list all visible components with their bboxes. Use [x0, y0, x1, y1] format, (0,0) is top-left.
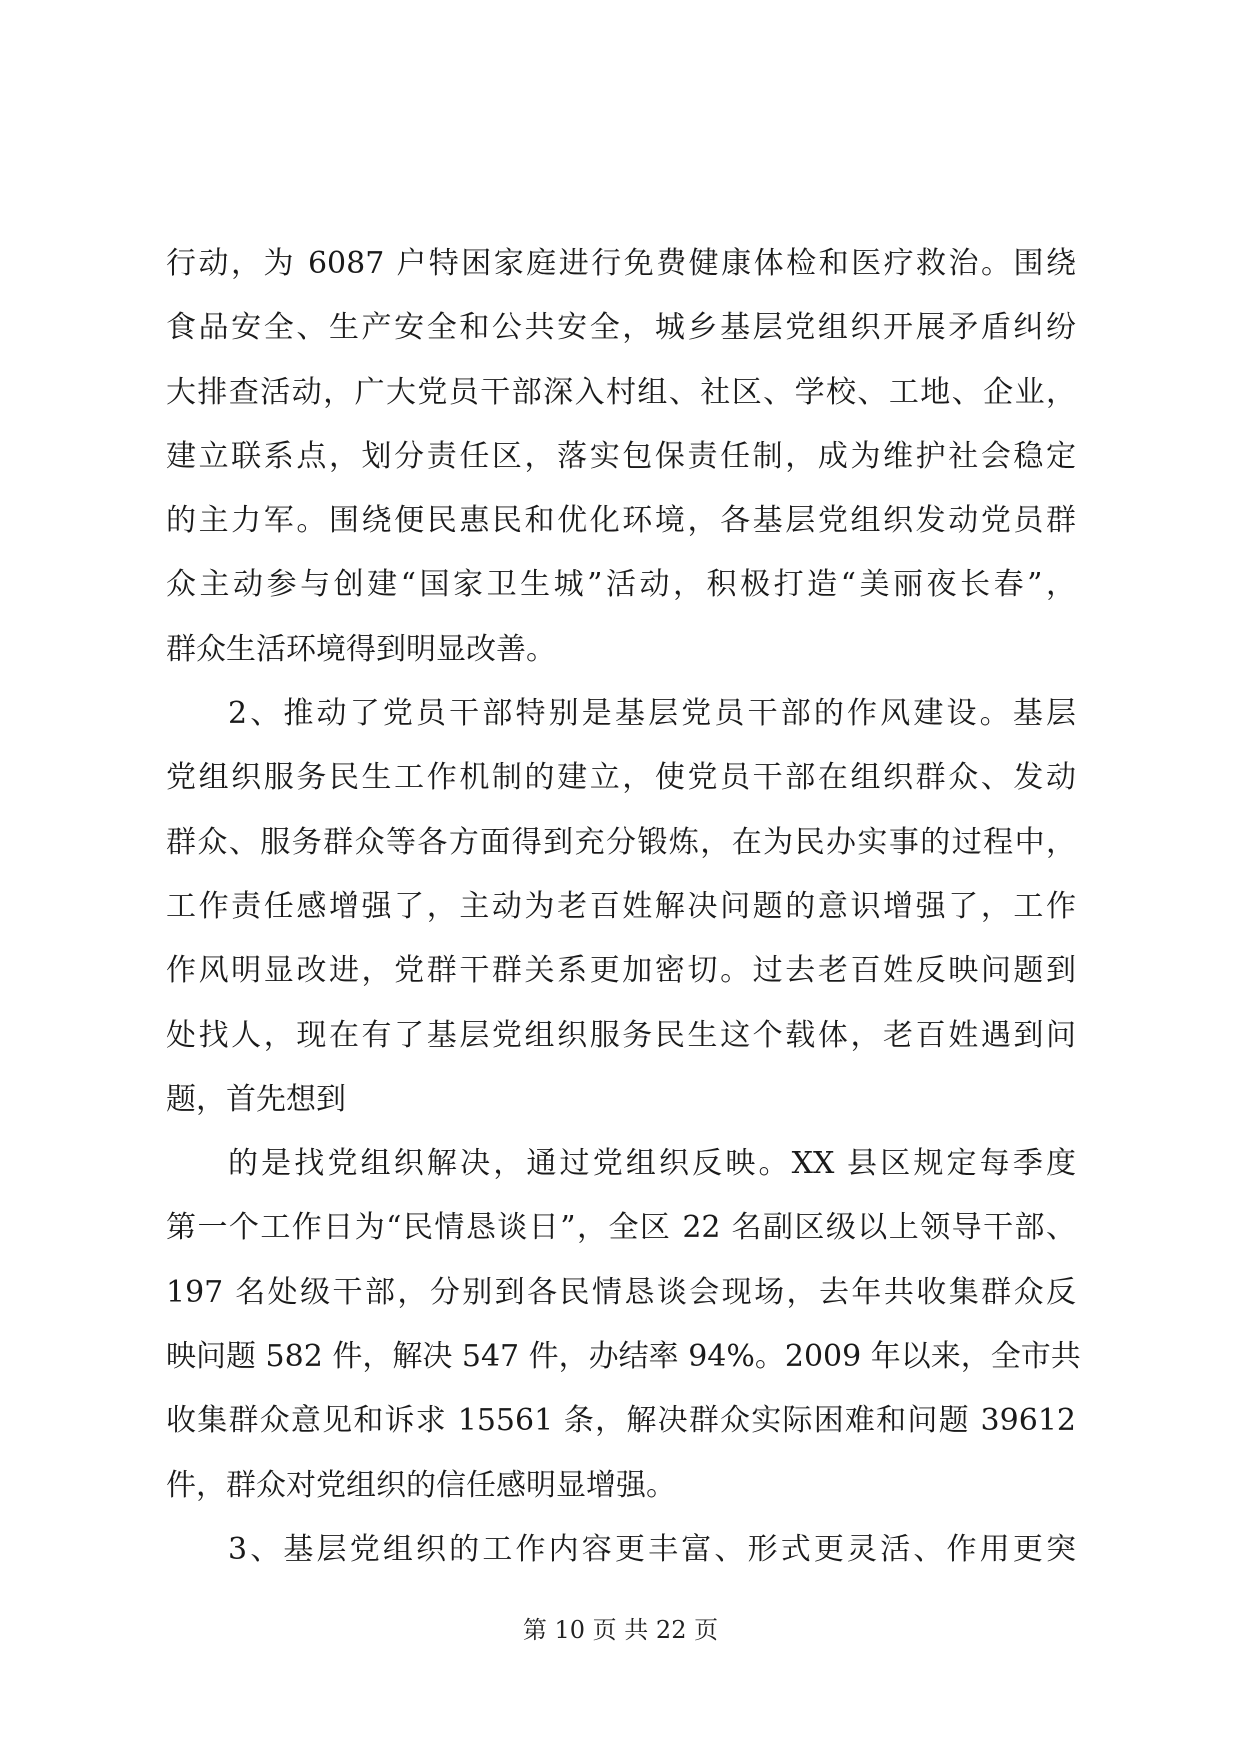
text-line: 题，首先想到 — [166, 1081, 346, 1117]
text-line: 大排查活动，广大党员干部深入村组、社区、学校、工地、企业， — [166, 374, 1076, 410]
text-line: 党组织服务民生工作机制的建立，使党员干部在组织群众、发动 — [166, 760, 1076, 796]
text-line: 作风明显改进，党群干群关系更加密切。过去老百姓反映问题到 — [166, 953, 1076, 989]
text-line: 食品安全、生产安全和公共安全，城乡基层党组织开展矛盾纠纷 — [166, 310, 1076, 346]
text-line: 收集群众意见和诉求 15561 条，解决群众实际困难和问题 39612 — [166, 1403, 1076, 1439]
paragraph-start-line: 2、推动了党员干部特别是基层党员干部的作风建设。基层 — [228, 696, 1076, 732]
text-line: 建立联系点，划分责任区，落实包保责任制，成为维护社会稳定 — [166, 438, 1076, 474]
text-line: 众主动参与创建“国家卫生城”活动，积极打造“美丽夜长春”， — [166, 567, 1076, 603]
text-line: 工作责任感增强了，主动为老百姓解决问题的意识增强了，工作 — [166, 888, 1076, 924]
text-line: 处找人，现在有了基层党组织服务民生这个载体，老百姓遇到问 — [166, 1017, 1076, 1053]
text-line: 的主力军。围绕便民惠民和优化环境，各基层党组织发动党员群 — [166, 503, 1076, 539]
body-text — [166, 232, 1081, 1582]
page-number-footer: 第 10 页 共 22 页 — [522, 1616, 719, 1644]
text-line: 件，群众对党组织的信任感明显增强。 — [166, 1467, 676, 1503]
text-line: 197 名处级干部，分别到各民情恳谈会现场，去年共收集群众反 — [166, 1274, 1076, 1310]
text-line: 映问题 582 件，解决 547 件，办结率 94%。2009 年以来，全市共 — [166, 1339, 1081, 1375]
paragraph-start-line: 的是找党组织解决，通过党组织反映。XX 县区规定每季度 — [228, 1146, 1076, 1182]
paragraph-start-line: 3、基层党组织的工作内容更丰富、形式更灵活、作用更突 — [228, 1531, 1076, 1567]
text-line: 群众生活环境得到明显改善。 — [166, 631, 556, 667]
text-line: 行动，为 6087 户特困家庭进行免费健康体检和医疗救治。围绕 — [166, 246, 1076, 281]
text-line: 群众、服务群众等各方面得到充分锻炼，在为民办实事的过程中， — [166, 824, 1076, 860]
text-line: 第一个工作日为“民情恳谈日”，全区 22 名副区级以上领导干部、 — [166, 1210, 1076, 1246]
